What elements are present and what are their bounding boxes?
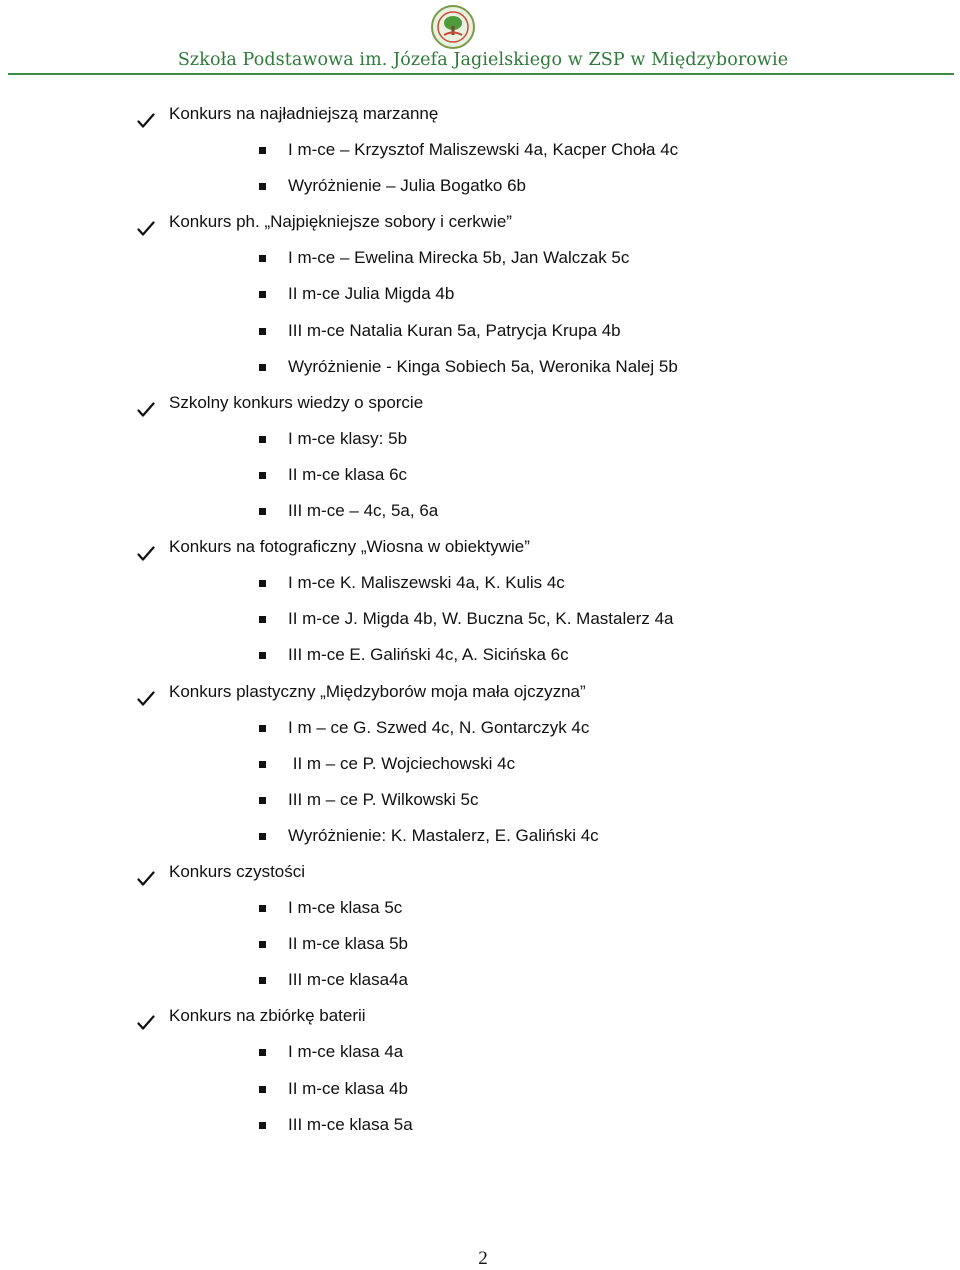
result-text: III m-ce Natalia Kuran 5a, Patrycja Krupa 4b: [288, 320, 621, 340]
result-item: [0, 240, 960, 276]
result-item: [0, 926, 960, 962]
square-bullet-icon: [259, 652, 266, 659]
result-item: [0, 132, 960, 168]
result-text: III m-ce E. Galiński 4c, A. Sicińska 6c: [288, 645, 569, 665]
checkmark-icon: [137, 864, 155, 880]
result-text: I m-ce klasa 5c: [288, 898, 403, 918]
result-item: [0, 457, 960, 493]
result-item: [0, 421, 960, 457]
square-bullet-icon: [259, 941, 266, 948]
result-item: [0, 565, 960, 601]
competition-title: [0, 96, 960, 132]
checkmark-icon: [137, 106, 155, 122]
result-text: I m-ce – Ewelina Mirecka 5b, Jan Walczak 5c: [288, 248, 630, 268]
header-divider: [8, 73, 954, 75]
result-text: II m-ce Julia Migda 4b: [288, 284, 455, 304]
competition-title: [0, 385, 960, 421]
result-item: [0, 1034, 960, 1070]
square-bullet-icon: [259, 436, 266, 443]
result-text: II m-ce klasa 4b: [288, 1078, 408, 1098]
result-text: I m-ce K. Maliszewski 4a, K. Kulis 4c: [288, 573, 565, 593]
square-bullet-icon: [259, 977, 266, 984]
result-item: [0, 168, 960, 204]
result-text: Wyróżnienie - Kinga Sobiech 5a, Weronika Nalej 5b: [288, 356, 678, 376]
result-item: [0, 710, 960, 746]
competition-title: [0, 529, 960, 565]
result-text: Wyróżnienie: K. Mastalerz, E. Galiński 4c: [288, 825, 599, 845]
result-item: [0, 890, 960, 926]
school-name: Szkoła Podstawowa im. Józefa Jagielskiego w ZSP w Międzyborowie: [177, 50, 789, 70]
square-bullet-icon: [259, 1049, 266, 1056]
competition-title-text: Konkurs na zbiórkę baterii: [169, 1006, 366, 1026]
square-bullet-icon: [259, 580, 266, 587]
competition-section: [0, 998, 960, 1142]
result-text: II m – ce P. Wojciechowski 4c: [288, 753, 516, 773]
square-bullet-icon: [259, 761, 266, 768]
result-item: [0, 818, 960, 854]
checkmark-icon: [137, 214, 155, 230]
square-bullet-icon: [259, 328, 266, 335]
result-text: I m-ce klasa 4a: [288, 1042, 404, 1062]
result-text: I m-ce klasy: 5b: [288, 428, 408, 448]
result-text: II m-ce J. Migda 4b, W. Buczna 5c, K. Mastalerz 4a: [288, 609, 674, 629]
competition-section: [0, 854, 960, 998]
result-item: [0, 313, 960, 349]
result-text: II m-ce klasa 6c: [288, 464, 408, 484]
square-bullet-icon: [259, 508, 266, 515]
competition-section: [0, 674, 960, 854]
square-bullet-icon: [259, 1086, 266, 1093]
square-bullet-icon: [259, 472, 266, 479]
square-bullet-icon: [259, 797, 266, 804]
result-item: [0, 962, 960, 998]
square-bullet-icon: [259, 725, 266, 732]
checkmark-icon: [137, 1008, 155, 1024]
result-text: I m-ce – Krzysztof Maliszewski 4a, Kacper Choła 4c: [288, 140, 679, 160]
square-bullet-icon: [259, 364, 266, 371]
result-text: II m-ce klasa 5b: [288, 934, 408, 954]
competition-section: [0, 529, 960, 673]
result-item: [0, 349, 960, 385]
result-item: [0, 1107, 960, 1143]
competition-section: [0, 204, 960, 384]
square-bullet-icon: [259, 616, 266, 623]
result-text: III m-ce klasa4a: [288, 970, 408, 990]
result-text: Wyróżnienie – Julia Bogatko 6b: [288, 176, 526, 196]
page-header: [0, 0, 960, 78]
result-text: I m – ce G. Szwed 4c, N. Gontarczyk 4c: [288, 717, 590, 737]
result-text: III m-ce – 4c, 5a, 6a: [288, 501, 439, 521]
square-bullet-icon: [259, 833, 266, 840]
checkmark-icon: [137, 395, 155, 411]
school-emblem-icon: [430, 4, 476, 50]
competition-title-text: Szkolny konkurs wiedzy o sporcie: [169, 392, 424, 412]
competition-section: [0, 96, 960, 204]
result-text: III m – ce P. Wilkowski 5c: [288, 789, 479, 809]
result-item: [0, 637, 960, 673]
competition-results: [0, 96, 960, 1143]
competition-title: [0, 998, 960, 1034]
square-bullet-icon: [259, 183, 266, 190]
result-text: III m-ce klasa 5a: [288, 1114, 413, 1134]
competition-section: [0, 385, 960, 529]
competition-title-text: Konkurs na najładniejszą marzannę: [169, 104, 439, 123]
square-bullet-icon: [259, 1122, 266, 1129]
competition-title: [0, 674, 960, 710]
competition-title: [0, 854, 960, 890]
result-item: [0, 601, 960, 637]
square-bullet-icon: [259, 147, 266, 154]
competition-title-text: Konkurs plastyczny „Międzyborów moja mała ojczyzna”: [169, 681, 586, 701]
competition-title-text: Konkurs czystości: [169, 861, 306, 881]
square-bullet-icon: [259, 255, 266, 262]
competition-title-text: Konkurs na fotograficzny „Wiosna w obiektywie”: [169, 537, 530, 557]
result-item: [0, 782, 960, 818]
result-item: [0, 493, 960, 529]
checkmark-icon: [137, 684, 155, 700]
checkmark-icon: [137, 539, 155, 555]
competition-title-text: Konkurs ph. „Najpiękniejsze sobory i cerkwie”: [169, 212, 512, 232]
result-item: [0, 746, 960, 782]
page-number: 2: [478, 1248, 488, 1269]
square-bullet-icon: [259, 291, 266, 298]
result-item: [0, 1071, 960, 1107]
square-bullet-icon: [259, 905, 266, 912]
competition-title: [0, 204, 960, 240]
result-item: [0, 276, 960, 312]
